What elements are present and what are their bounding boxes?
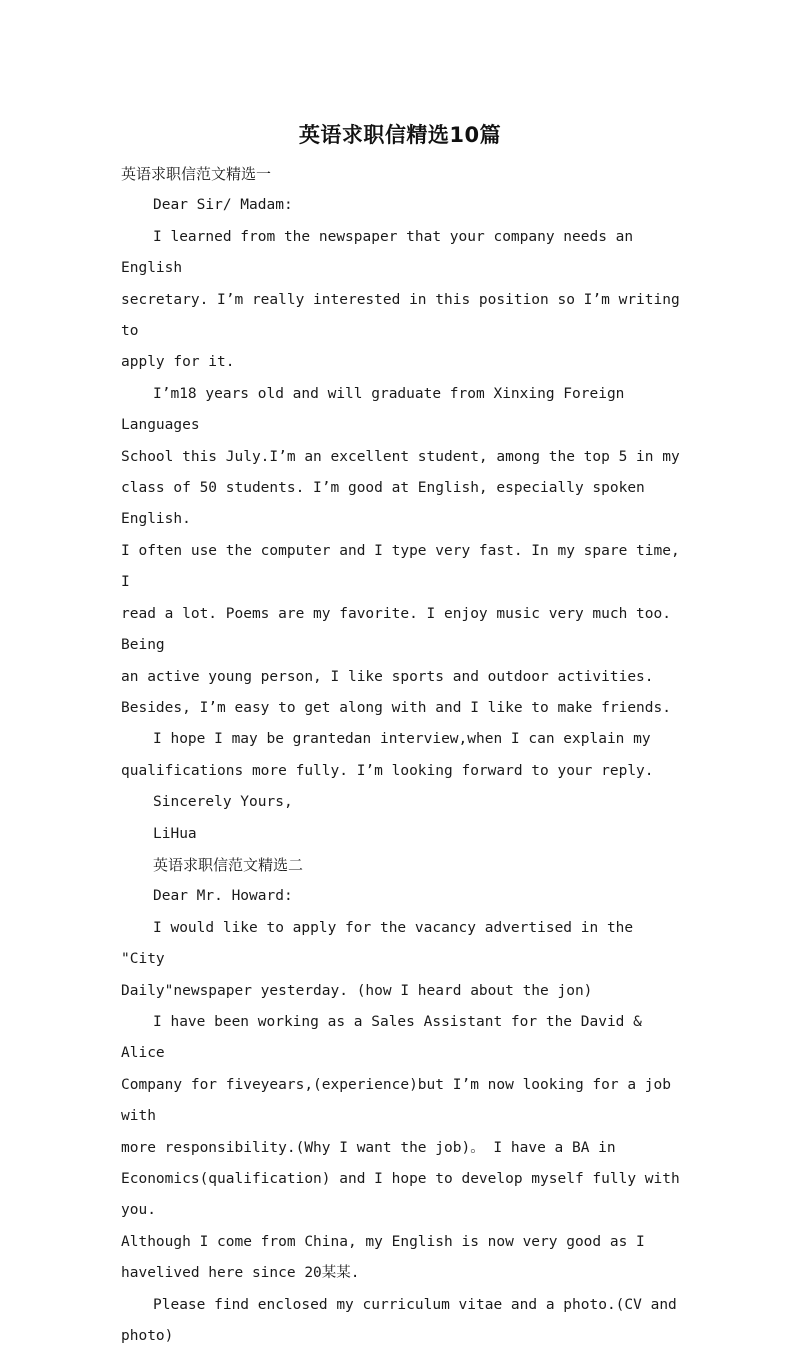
document-title: 英语求职信精选10篇 (298, 123, 502, 147)
letter1-paragraph-1: I learned from the newspaper that your company needs an English secretary. I’m really interested in this position so I’m writing to apply for it. (121, 228, 680, 371)
letter1-signature: LiHua (153, 825, 197, 842)
letter2-paragraph-3: Please find enclosed my curriculum vitae and a photo.(CV and photo) (121, 1296, 677, 1345)
section-heading-2: 英语求职信范文精选二 (153, 855, 304, 874)
document-body (121, 159, 681, 1352)
section-heading-1: 英语求职信范文精选一 (121, 165, 272, 183)
letter1-paragraph-2: I’m18 years old and will graduate from Xinxing Foreign Languages School this July.I’m an excellent student, among the top 5 in my class of 50 students. I’m good at English, especially spoken English. I often use the computer and I type very fast. In my spare time, I read a lot. Poems are my favorite. I enjoy music very much too. Being an active young person, I like sports and outdoor activities. Besides, I’m easy to get along with and I like to make friends. (121, 385, 680, 716)
letter2-paragraph-1: I would like to apply for the vacancy advertised in the "City Daily"newspaper yesterday. (how I heard about the jon) (121, 919, 634, 999)
letter2-salutation: Dear Mr. Howard: (153, 888, 293, 905)
letter2-paragraph-2: I have been working as a Sales Assistant for the David & Alice Company for fiveyears,(experience)but I’m now looking for a job with more responsibility.(Why I want the job)。 I have a BA in Economics(qualification) and I hope to develop myself fully with you. Although I come from China, my English is now very good as I havelived here since 20某某. (121, 1013, 680, 1282)
letter1-closing: Sincerely Yours, (153, 794, 293, 811)
letter1-paragraph-3: I hope I may be grantedan interview,when I can explain my qualifications more fully. I’m looking forward to your reply. (121, 731, 654, 779)
letter1-salutation: Dear Sir/ Madam: (153, 197, 293, 214)
